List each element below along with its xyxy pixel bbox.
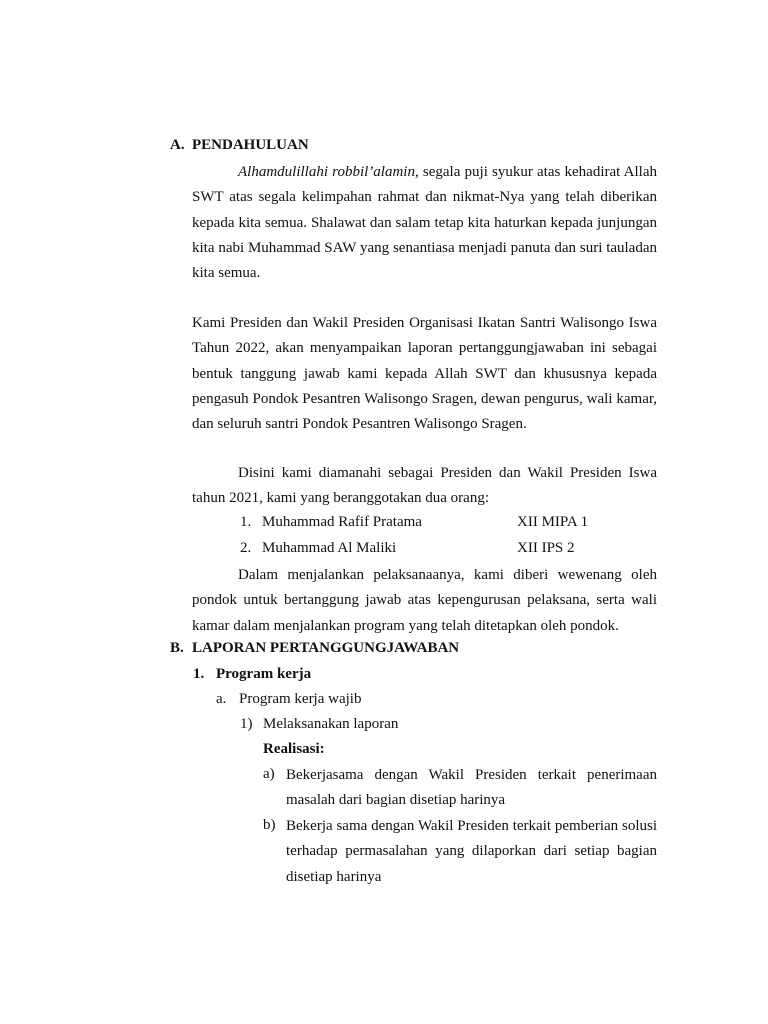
paragraph-4: Dalam menjalankan pelaksanaanya, kami diberi wewenang oleh pondok untuk bertanggung jawab atas kepengurusan pelaksana, serta wali kamar dalam menjalankan program yang telah ditetapkan oleh pondok. bbox=[192, 567, 657, 634]
section-b-title: LAPORAN PERTANGGUNGJAWABAN bbox=[192, 640, 460, 656]
section-b-heading bbox=[170, 640, 459, 657]
realisasi-label: Realisasi: bbox=[263, 741, 325, 757]
member-class: XII IPS 2 bbox=[517, 540, 575, 556]
realisasi-number: a) bbox=[263, 766, 275, 782]
realisasi-item-text: Bekerjasama dengan Wakil Presiden terkait penerimaan masalah dari bagian disetiap harinya bbox=[286, 767, 657, 809]
realisasi-number: b) bbox=[263, 817, 276, 833]
member-name: Muhammad Al Maliki bbox=[262, 540, 397, 556]
subsection-1-heading bbox=[193, 666, 311, 683]
section-a-heading bbox=[170, 137, 309, 154]
subsection-1-number: 1. bbox=[193, 666, 205, 682]
item-1-title: Melaksanakan laporan bbox=[263, 716, 399, 732]
subsection-1-title: Program kerja bbox=[216, 666, 312, 682]
paragraph-3: Disini kami diamanahi sebagai Presiden dan Wakil Presiden Iswa tahun 2021, kami yang beranggotakan dua orang: bbox=[192, 465, 657, 507]
subsection-a-title: Program kerja wajib bbox=[239, 691, 362, 707]
member-row bbox=[240, 514, 422, 531]
member-class: XII MIPA 1 bbox=[517, 514, 589, 530]
intro-text: segala puji syukur atas kehadirat Allah SWT atas segala kelimpahan rahmat dan nikmat-Nya yang telah diberikan kepada kita semua. Shalawat dan salam tetap kita haturkan kepada junjungan kita nabi Muhammad SAW yang senantiasa menjadi panuta dan suri tauladan kita semua. bbox=[192, 164, 657, 282]
intro-paragraph bbox=[192, 160, 657, 286]
section-b-letter: B. bbox=[170, 640, 184, 656]
subsection-a-letter: a. bbox=[216, 691, 227, 707]
paragraph-2: Kami Presiden dan Wakil Presiden Organisasi Ikatan Santri Walisongo Iswa Tahun 2022, akan menyampaikan laporan pertanggungjawaban ini sebagai bentuk tanggung jawab kami kepada Allah SWT dan khususnya kepada pengasuh Pondok Pesantren Walisongo Sragen, dewan pengurus, wali kamar, dan seluruh santri Pondok Pesantren Walisongo Sragen. bbox=[192, 315, 657, 433]
member-number: 2. bbox=[240, 540, 252, 556]
item-1-heading bbox=[240, 716, 398, 733]
section-a-title: PENDAHULUAN bbox=[192, 137, 309, 153]
intro-italic-phrase: Alhamdulillahi robbil’alamin, bbox=[238, 164, 419, 180]
realisasi-item-text: Bekerja sama dengan Wakil Presiden terkait pemberian solusi terhadap permasalahan yang dilaporkan dari setiap bagian disetiap harinya bbox=[286, 818, 657, 885]
item-1-number: 1) bbox=[240, 716, 253, 732]
section-a-letter: A. bbox=[170, 137, 185, 153]
member-name: Muhammad Rafif Pratama bbox=[262, 514, 422, 530]
member-number: 1. bbox=[240, 514, 252, 530]
member-row bbox=[240, 540, 396, 557]
subsection-a-heading bbox=[216, 691, 361, 708]
